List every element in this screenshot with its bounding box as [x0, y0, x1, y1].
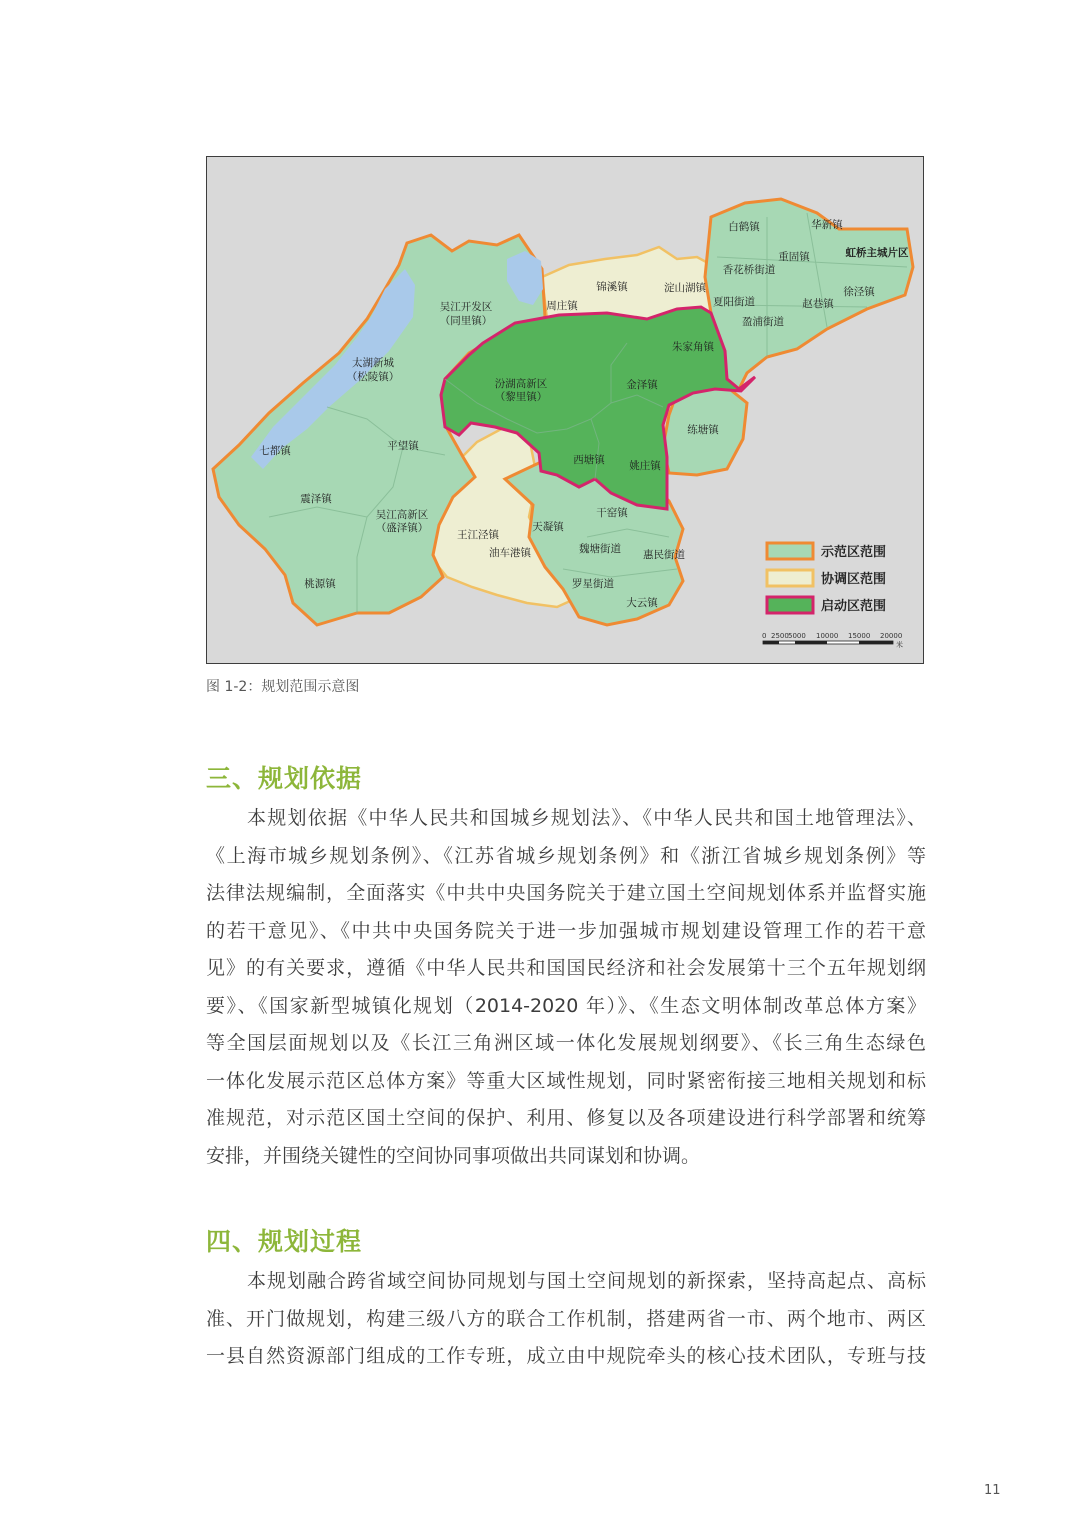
label-chonggu: 重固镇	[778, 251, 810, 263]
section4-line-1: 本规划融合跨省域空间协同规划与国土空间规划的新探索，坚持高起点、高标	[247, 1270, 926, 1292]
label-huimin: 惠民街道	[643, 549, 685, 561]
label-xiayang: 夏阳街道	[713, 296, 755, 308]
section4-line-3: 一县自然资源部门组成的工作专班，成立由中规院牵头的核心技术团队，专班与技	[206, 1345, 926, 1367]
label-wujiang-gaoxin: 吴江高新区	[375, 509, 429, 521]
label-zhouzhuang: 周庄镇	[546, 300, 578, 312]
section3-line-9: 准规范，对示范区国土空间的保护、利用、修复以及各项建设进行科学部署和统筹	[206, 1107, 926, 1129]
section3-line-6: 要》、《国家新型城镇化规划（2014-2020 年）》、《生态文明体制改革总体方案》	[206, 994, 926, 1017]
label-xujing: 徐泾镇	[843, 286, 875, 298]
section3-line-5: 见》的有关要求，遵循《中华人民共和国国民经济和社会发展第十三个五年规划纲	[206, 957, 926, 979]
label-wangjiangjing: 王江泾镇	[457, 529, 499, 541]
label-dianshanhu: 淀山湖镇	[664, 282, 706, 294]
section3-paragraph	[206, 800, 926, 1175]
section3-line-8: 一体化发展示范区总体方案》等重大区域性规划，同时紧密衔接三地相关规划和标	[206, 1069, 926, 1092]
legend-demo-swatch	[767, 543, 813, 559]
scale-tick-20000: 20000	[880, 632, 903, 640]
label-zhenze: 震泽镇	[300, 493, 332, 505]
label-ganyao: 干窑镇	[596, 507, 628, 519]
label-yingpu: 盈浦街道	[742, 316, 784, 328]
figure-caption: 图 1-2：规划范围示意图	[206, 679, 360, 695]
legend-coord-label: 协调区范围	[821, 572, 887, 587]
label-zhujiajiao: 朱家角镇	[672, 341, 714, 353]
planning-scope-map	[206, 156, 924, 664]
section4-paragraph	[206, 1263, 926, 1376]
scale-tick-2500: 2500	[771, 632, 789, 640]
scale-unit: 米	[896, 641, 903, 649]
label-liantang: 练塘镇	[687, 424, 719, 436]
label-shengze: （盛泽镇）	[375, 522, 429, 534]
page-number: 11	[984, 1483, 1001, 1498]
label-xianghuaqiao: 香花桥街道	[722, 264, 776, 276]
map-svg	[207, 157, 923, 663]
legend-pilot-label: 启动区范围	[821, 599, 887, 614]
label-lili: （黎里镇）	[494, 391, 548, 403]
scale-tick-10000: 10000	[816, 632, 839, 640]
section4-title: 四、规划过程	[206, 1227, 363, 1256]
section3-title: 三、规划依据	[206, 764, 363, 793]
label-jinxi: 锦溪镇	[596, 281, 628, 293]
section4-line-2: 准、开门做规划，构建三级八方的联合工作机制，搭建两省一市、两个地市、两区	[206, 1307, 926, 1330]
label-dayun: 大云镇	[626, 597, 658, 609]
legend-coord-swatch	[767, 570, 813, 586]
label-wujiang-kaifa: 吴江开发区	[439, 301, 493, 313]
label-songling: （松陵镇）	[346, 371, 400, 383]
label-taihu-xincheng: 太湖新城	[352, 357, 394, 369]
label-baihe: 白鹤镇	[728, 221, 760, 233]
label-huaxin: 华新镇	[811, 219, 843, 231]
label-hongqiao: 虹桥主城片区	[845, 247, 909, 259]
section3-line-2: 《上海市城乡规划条例》、《江苏省城乡规划条例》和《浙江省城乡规划条例》等	[206, 844, 926, 867]
label-luoxing: 罗星街道	[572, 578, 614, 590]
label-tianning: 天凝镇	[532, 521, 564, 533]
legend-demo-label: 示范区范围	[821, 545, 887, 560]
section3-line-1: 本规划依据《中华人民共和国城乡规划法》、《中华人民共和国土地管理法》、	[247, 807, 926, 829]
legend-pilot-swatch	[767, 597, 813, 613]
label-weitang: 魏塘街道	[579, 543, 621, 555]
map-legend	[767, 543, 886, 614]
scale-tick-0: 0	[762, 632, 767, 640]
section3-line-10: 安排，并围绕关键性的空间协同事项做出共同谋划和协调。	[206, 1144, 701, 1167]
section3-line-4: 的若干意见》、《中共中央国务院关于进一步加强城市规划建设管理工作的若干意	[206, 919, 926, 942]
label-jinze: 金泽镇	[626, 379, 658, 391]
section3-line-7: 等全国层面规划以及《长江三角洲区域一体化发展规划纲要》、《长三角生态绿色	[206, 1032, 926, 1054]
label-fenhu: 汾湖高新区	[494, 378, 548, 390]
label-pingwang: 平望镇	[387, 440, 419, 452]
label-zhaoxiang: 赵巷镇	[802, 298, 834, 310]
label-youchegang: 油车港镇	[489, 547, 531, 559]
label-taoyuan: 桃源镇	[304, 578, 336, 590]
scale-tick-15000: 15000	[848, 632, 871, 640]
label-yaozhuang: 姚庄镇	[629, 460, 661, 472]
label-tongli: （同里镇）	[439, 315, 493, 327]
label-xitang: 西塘镇	[573, 454, 605, 466]
scale-tick-5000: 5000	[788, 632, 806, 640]
section3-line-3: 法律法规编制，全面落实《中共中央国务院关于建立国土空间规划体系并监督实施	[206, 882, 926, 904]
label-qidu: 七都镇	[259, 445, 291, 457]
